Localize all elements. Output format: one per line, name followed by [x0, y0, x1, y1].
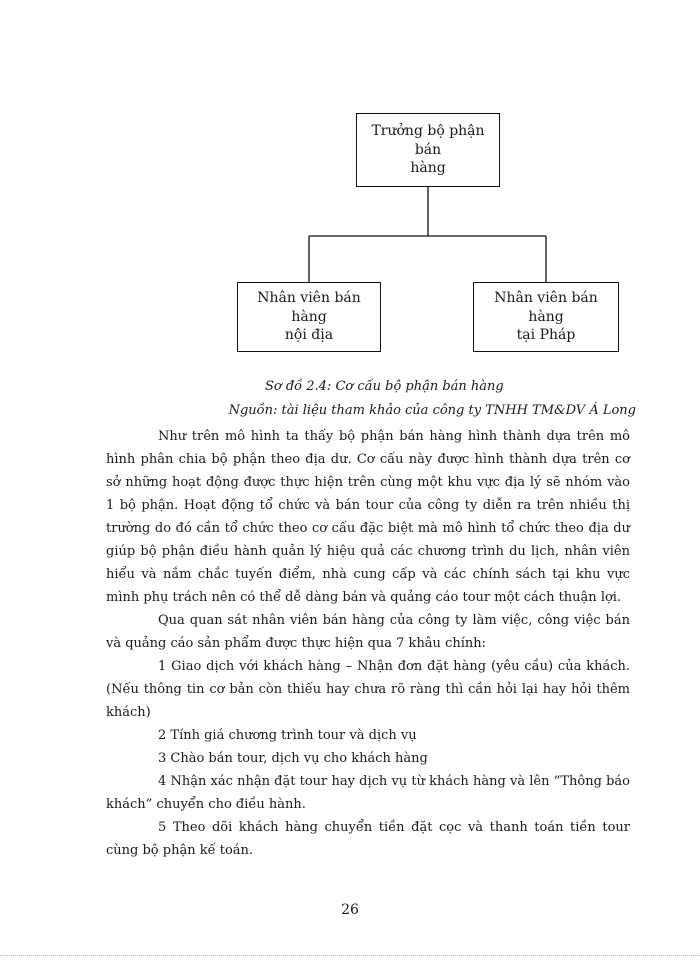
org-box-france-staff [473, 282, 619, 352]
list-item: 4 Nhận xác nhận đặt tour hay dịch vụ từ khách hàng và lên “Thông báo khách” chuyển cho điều hành. [106, 774, 630, 812]
org-box-sales-head-label: Trưởng bộ phận bán hàng [371, 122, 485, 177]
paragraph-2: Qua quan sát nhân viên bán hàng của công ty làm việc, công việc bán và quảng cáo sản phẩm được thực hiện qua 7 khâu chính: [106, 613, 630, 651]
page-bottom-rule [0, 955, 700, 956]
paragraph-1: Như trên mô hình ta thấy bộ phận bán hàng hình thành dựa trên mô hình phân chia bộ phận theo địa dư. Cơ cấu này được hình thành dựa trên cơ sở những hoạt động được thực hiện trên cùng một khu vực địa lý sẽ nhóm vào 1 bộ phận. Hoạt động tổ chức và bán tour của công ty diễn ra trên nhiều thị trường do đó cần tổ chức theo cơ cấu đặc biệt mà mô hình tổ chức theo địa dư giúp bộ phận điều hành quản lý hiệu quả các chương trình du lịch, nhân viên hiểu và nắm chắc tuyến điểm, nhà cung cấp và các chính sách tại khu vực mình phụ trách nên có thể dễ dàng bán và quảng cáo tour một cách thuận lợi. [106, 429, 630, 605]
figure-caption: Sơ đồ 2.4: Cơ cấu bộ phận bán hàng [265, 379, 504, 394]
org-box-domestic-staff [237, 282, 381, 352]
org-box-france-staff-label: Nhân viên bán hàng tại Pháp [494, 289, 598, 344]
figure-source: Nguồn: tài liệu tham khảo của công ty TNHH TM&DV Á Long [228, 403, 636, 418]
list-item: 3 Chào bán tour, dịch vụ cho khách hàng [158, 751, 428, 766]
body-text [106, 425, 630, 862]
page-number: 26 [341, 902, 359, 918]
list-item: 1 Giao dịch với khách hàng – Nhận đơn đặt hàng (yêu cầu) của khách. (Nếu thông tin cơ bản còn thiếu hay chưa rõ ràng thì cần hỏi lại hay hỏi thêm khách) [106, 659, 630, 720]
list-item: 5 Theo dõi khách hàng chuyển tiền đặt cọc và thanh toán tiền tour cùng bộ phận kế toán. [106, 820, 630, 858]
list-item: 2 Tính giá chương trình tour và dịch vụ [158, 728, 417, 743]
org-box-domestic-staff-label: Nhân viên bán hàng nội địa [257, 289, 361, 344]
org-box-sales-head [356, 113, 500, 187]
